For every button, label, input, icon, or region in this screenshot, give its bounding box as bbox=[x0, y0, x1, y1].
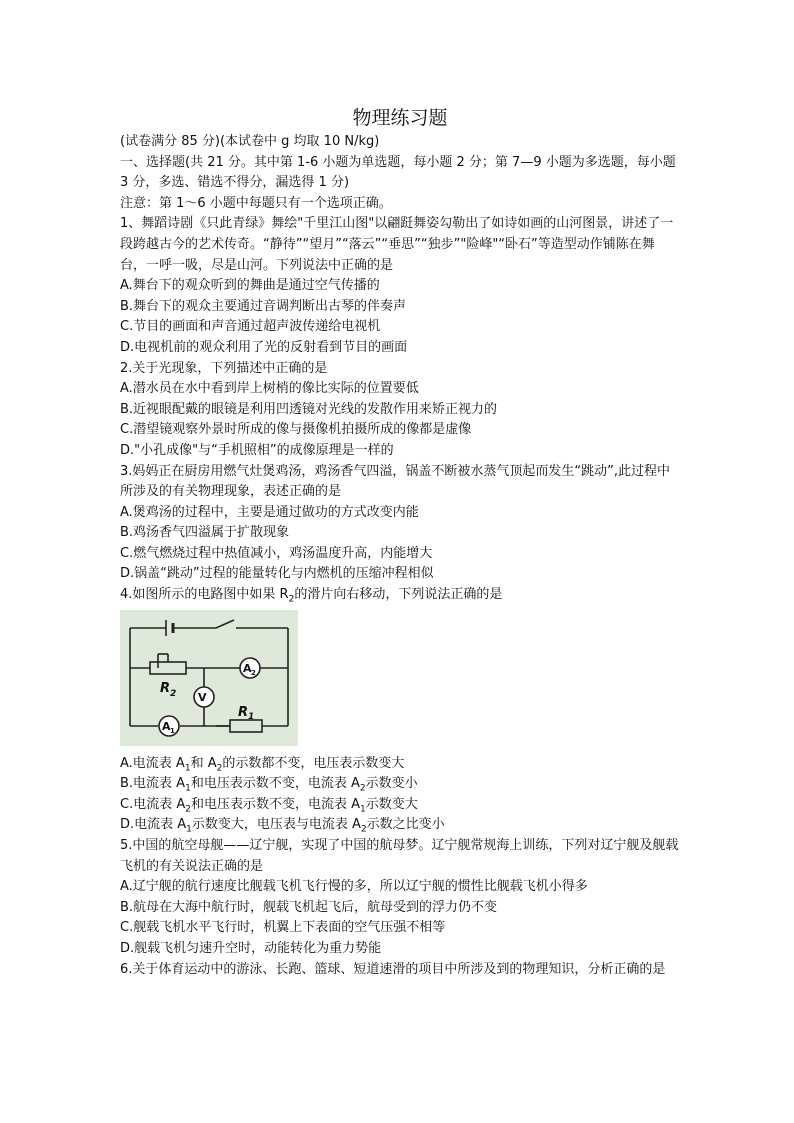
question-3-option-a: A.煲鸡汤的过程中，主要是通过做功的方式改变内能 bbox=[120, 504, 419, 520]
switch-blade bbox=[216, 620, 234, 628]
label-r2-sub: 2 bbox=[170, 688, 177, 699]
resistor-r2 bbox=[150, 662, 186, 674]
question-3-option-d: D.锅盖“跳动”过程的能量转化与内燃机的压缩冲程相似 bbox=[120, 566, 434, 582]
question-4-stem: 4.如图所示的电路图中如果 $R_2$的滑片向右移动，下列说法正确的是 bbox=[120, 587, 503, 605]
section-heading: 一、选择题(共 21 分。其中第 1-6 小题为单选题，每小题 2 分；第 7—9 小题为多选题，每小题 3 分，多选、错选不得分，漏选得 1 分) bbox=[120, 154, 676, 191]
question-4-option-c: C.电流表 $A_2$和电压表示数不变，电流表 $A_1$示数变大 bbox=[120, 796, 418, 815]
question-4-option-b: B.电流表 $A_1$和电压表示数不变，电流表 $A_2$示数变小 bbox=[120, 776, 418, 794]
label-r1-sub: 1 bbox=[248, 711, 255, 722]
label-a1-sub: 1 bbox=[170, 726, 175, 735]
question-6-stem: 6.关于体育运动中的游泳、长跑、篮球、短道速滑的项目中所涉及到的物理知识，分析正确的是 bbox=[120, 961, 666, 977]
label-r1: R bbox=[238, 704, 249, 720]
question-2-option-c: C.潜望镜观察外景时所成的像与摄像机拍摄所成的像都是虚像 bbox=[120, 422, 472, 438]
label-a2-sub: 2 bbox=[251, 668, 256, 677]
question-3-option-c: C.燃气燃烧过程中热值减小，鸡汤温度升高，内能增大 bbox=[120, 545, 433, 561]
question-1-option-c: C.节目的画面和声音通过超声波传递给电视机 bbox=[120, 319, 381, 335]
question-5-option-a: A.辽宁舰的航行速度比舰载飞机飞行慢的多，所以辽宁舰的惯性比舰载飞机小得多 bbox=[120, 879, 588, 895]
resistor-r1 bbox=[230, 720, 262, 732]
question-2-stem: 2.关于光现象，下列描述中正确的是 bbox=[120, 360, 328, 376]
question-1-option-d: D.电视机前的观众利用了光的反射看到节目的画面 bbox=[120, 339, 408, 355]
page-title: 物理练习题 bbox=[352, 107, 448, 129]
label-v: V bbox=[198, 690, 207, 704]
question-1-option-a: A.舞台下的观众听到的舞曲是通过空气传播的 bbox=[120, 278, 380, 294]
question-5-option-d: D.舰载飞机匀速升空时，动能转化为重力势能 bbox=[120, 941, 382, 956]
section-notice: 注意：第 1～6 小题中每题只有一个选项正确。 bbox=[120, 195, 392, 211]
question-4-option-a: A.电流表 $A_1$和 $A_2$的示数都不变，电压表示数变大 bbox=[120, 755, 405, 774]
question-4-option-d: D.电流表 $A_1$示数变大，电压表与电流表 $A_2$示数之比变小 bbox=[120, 817, 445, 836]
question-2-option-b: B.近视眼配戴的眼镜是利用凹透镜对光线的发散作用来矫正视力的 bbox=[120, 401, 498, 417]
question-5-stem: 5.中国的航空母舰——辽宁舰，实现了中国的航母梦。辽宁舰常规海上训练，下列对辽宁舰及舰载飞机的有关说法正确的是 bbox=[120, 838, 679, 874]
question-1-stem: 1、舞蹈诗剧《只此青绿》舞绘"千里江山图"以翩跹舞姿勾勒出了如诗如画的山河图景，讲述了一段跨越古今的艺术传奇。“静待”“望月”“落云”“垂思”“独步”"险峰"“卧石”等造型动作铺陈在舞台，一呼一吸，尽是山河。下列说法中正确的是 bbox=[120, 216, 674, 273]
question-3-option-b: B.鸡汤香气四溢属于扩散现象 bbox=[120, 525, 290, 541]
question-2-option-a: A.潜水员在水中看到岸上树梢的像比实际的位置要低 bbox=[120, 381, 419, 397]
exam-page bbox=[120, 104, 680, 980]
header-note: (试卷满分 85 分)(本试卷中 g 均取 10 N/kg) bbox=[120, 134, 380, 149]
label-a1: A bbox=[162, 719, 171, 733]
label-a2: A bbox=[243, 661, 252, 675]
question-2-option-d: D."小孔成像"与“手机照相”的成像原理是一样的 bbox=[120, 442, 394, 458]
circuit-svg bbox=[120, 610, 298, 746]
question-1-option-b: B.舞台下的观众主要通过音调判断出古琴的伴奏声 bbox=[120, 298, 407, 314]
circuit-diagram bbox=[120, 610, 298, 746]
question-5-option-b: B.航母在大海中航行时，舰载飞机起飞后，航母受到的浮力仍不变 bbox=[120, 899, 498, 915]
question-3-stem: 3.妈妈正在厨房用燃气灶煲鸡汤，鸡汤香气四溢，锅盖不断被水蒸气顶起而发生“跳动”,此过程中所涉及的有关物理现象，表述正确的是 bbox=[120, 463, 671, 500]
label-r2: R bbox=[160, 680, 171, 696]
question-5-option-c: C.舰载飞机水平飞行时，机翼上下表面的空气压强不相等 bbox=[120, 920, 446, 936]
